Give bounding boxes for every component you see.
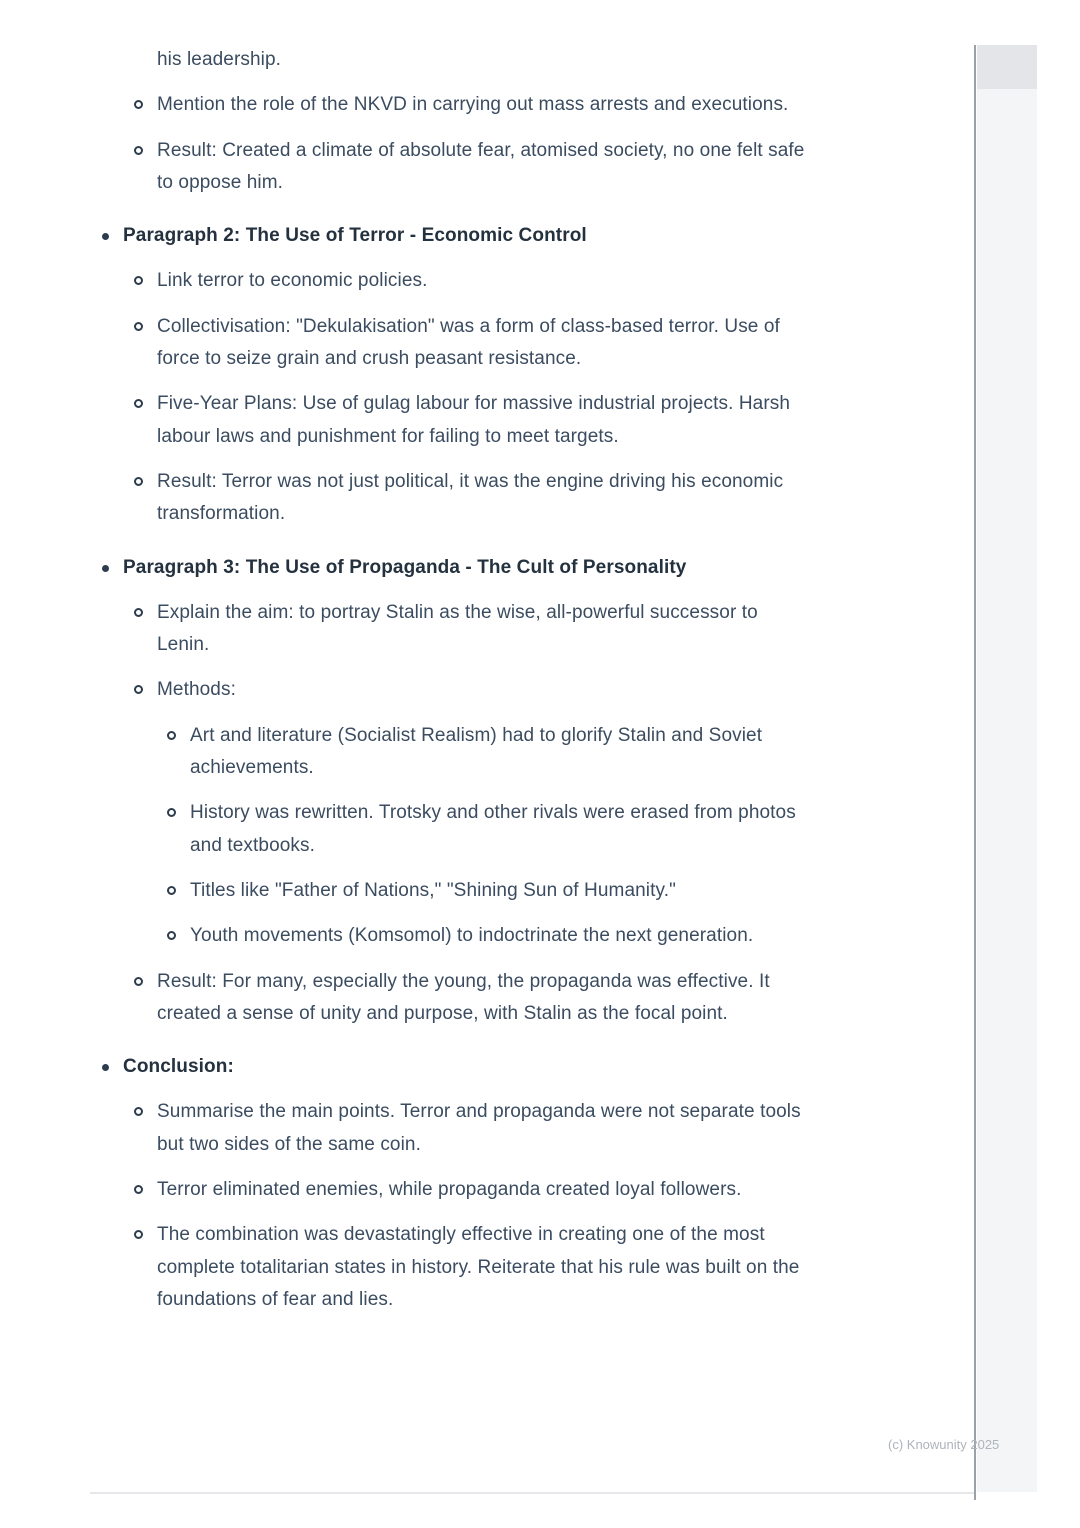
watermark: (c) Knowunity 2025 (888, 1437, 1000, 1452)
list-item (0, 1219, 808, 1316)
list-item (0, 597, 808, 662)
section-heading-text: Paragraph 2: The Use of Terror - Economic Control (123, 225, 587, 247)
list-item-text: Mention the role of the NKVD in carrying out mass arrests and executions. (157, 94, 789, 116)
sub-list (0, 720, 808, 953)
list-item (0, 311, 808, 376)
hollow-bullet-icon (134, 399, 143, 408)
list-item (0, 265, 808, 297)
page-bottom-divider (90, 1492, 974, 1494)
list-item (0, 875, 808, 907)
hollow-bullet-icon (167, 808, 176, 817)
list-item-text: Titles like "Father of Nations," "Shining Sun of Humanity." (190, 879, 676, 901)
scrollbar-thumb[interactable] (977, 45, 1037, 89)
list-item-text: Methods: (157, 679, 236, 701)
list-item (0, 920, 808, 952)
filled-bullet-icon (102, 565, 109, 572)
section-heading-text: Conclusion: (123, 1056, 234, 1078)
list-item-text: Terror eliminated enemies, while propaganda created loyal followers. (157, 1179, 742, 1201)
list-item-text: The combination was devastatingly effective in creating one of the most complete totalitarian states in history. Reiterate that his rule was built on the foundations of fear and lies. (157, 1224, 800, 1310)
hollow-bullet-icon (167, 886, 176, 895)
list-item (0, 1174, 808, 1206)
list-item-text: Summarise the main points. Terror and propaganda were not separate tools but two sides of the same coin. (157, 1101, 801, 1155)
list-item (0, 135, 808, 200)
hollow-bullet-icon (167, 731, 176, 740)
list-item-text: History was rewritten. Trotsky and other rivals were erased from photos and textbooks. (190, 802, 796, 856)
hollow-bullet-icon (134, 685, 143, 694)
list-item-text: Youth movements (Komsomol) to indoctrinate the next generation. (190, 925, 754, 947)
filled-bullet-icon (102, 233, 109, 240)
list-item (0, 1096, 808, 1161)
hollow-bullet-icon (134, 276, 143, 285)
section-heading-text: Paragraph 3: The Use of Propaganda - The Cult of Personality (123, 556, 687, 578)
hollow-bullet-icon (134, 322, 143, 331)
hollow-bullet-icon (134, 1185, 143, 1194)
document-content (0, 44, 808, 1329)
list-item-text: Collectivisation: "Dekulakisation" was a form of class-based terror. Use of force to seize grain and crush peasant resistance. (157, 315, 780, 370)
list-item-text: Link terror to economic policies. (157, 270, 428, 292)
scrollbar-track[interactable] (977, 45, 1037, 1492)
list-item (0, 466, 808, 531)
section-heading (0, 552, 808, 584)
hollow-bullet-icon (134, 1107, 143, 1116)
list-item-text: Result: Created a climate of absolute fear, atomised society, no one felt safe to oppose him. (157, 139, 805, 193)
list-item-text: Result: For many, especially the young, the propaganda was effective. It created a sense of unity and purpose, with Stalin as the focal point. (157, 970, 770, 1024)
list-item (0, 966, 808, 1031)
hollow-bullet-icon (134, 1230, 143, 1239)
list-item (0, 89, 808, 121)
filled-bullet-icon (102, 1064, 109, 1071)
hollow-bullet-icon (134, 100, 143, 109)
list-item-text: Explain the aim: to portray Stalin as the wise, all-powerful successor to Lenin. (157, 601, 758, 656)
hollow-bullet-icon (134, 477, 143, 486)
list-item-text: Five-Year Plans: Use of gulag labour for massive industrial projects. Harsh labour laws and punishment for failing to meet targets. (157, 393, 791, 447)
hollow-bullet-icon (134, 608, 143, 617)
hollow-bullet-icon (134, 977, 143, 986)
list-item-text: Result: Terror was not just political, it was the engine driving his economic transformation. (157, 470, 784, 525)
list-item (0, 674, 808, 706)
section-heading (0, 1051, 808, 1083)
hollow-bullet-icon (167, 931, 176, 940)
list-item-text: Art and literature (Socialist Realism) had to glorify Stalin and Soviet achievements. (190, 724, 763, 779)
page-edge-divider (974, 45, 976, 1500)
hollow-bullet-icon (134, 146, 143, 155)
section-heading (0, 220, 808, 252)
list-item (0, 388, 808, 453)
list-item (0, 720, 808, 785)
continuation-line: his leadership. (157, 49, 282, 70)
list-item (0, 797, 808, 862)
